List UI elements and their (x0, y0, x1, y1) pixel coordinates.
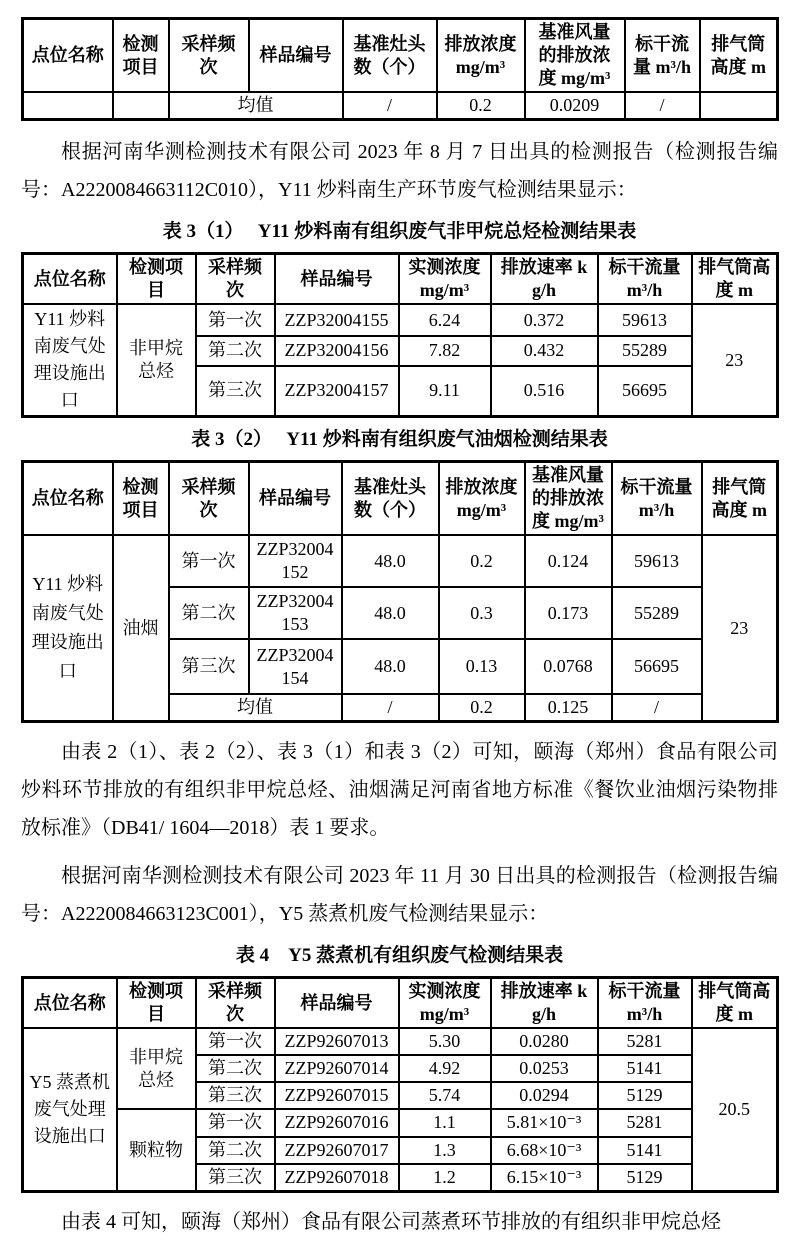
table-y5-steamer (21, 976, 779, 1192)
col-header-emission-rate: 排放速率 kg/h (491, 978, 598, 1029)
col-header-ref-airflow-conc: 基准风量的排放浓度 mg/m³ (525, 462, 612, 536)
std-flow-cell: / (612, 694, 702, 722)
frequency-cell: 第三次 (196, 1164, 275, 1192)
table-header-row (23, 254, 778, 305)
table-row (23, 1028, 778, 1055)
emission-rate-cell: 0.372 (491, 304, 598, 336)
table-row-mean (23, 92, 778, 120)
col-header-stack-height: 排气筒高度 m (692, 254, 778, 305)
measured-conc-cell: 7.82 (399, 336, 491, 366)
paragraph-conclusion-y5: 由表 4 可知，颐海（郑州）食品有限公司蒸煮环节排放的有组织非甲烷总烃 (61, 1210, 721, 1233)
paragraph-report-aug: 根据河南华测检测技术有限公司 2023 年 8 月 7 日出具的检测报告（检测报告编号：A2220084663112C010），Y11 炒料南生产环节废气检测结果显示： (21, 141, 778, 202)
ref-conc-cell: 0.173 (525, 587, 612, 639)
ref-conc-cell: 0.0768 (525, 639, 612, 694)
table-y11-nmhc (21, 252, 779, 418)
std-flow-cell: 5129 (598, 1082, 692, 1109)
emission-conc-cell: 0.2 (437, 92, 525, 120)
table-header-row (23, 19, 778, 93)
std-flow-cell: 5129 (598, 1164, 692, 1192)
burner-count-cell: 48.0 (342, 639, 439, 694)
measured-conc-cell: 6.24 (399, 304, 491, 336)
mean-label-cell: 均值 (169, 92, 343, 120)
site-cell: Y5 蒸煮机废气处理设施出口 (23, 1028, 117, 1191)
emission-conc-cell: 0.3 (439, 587, 525, 639)
frequency-cell: 第三次 (196, 366, 275, 417)
sample-id-cell: ZZP32004155 (275, 304, 399, 336)
sample-id-cell: ZZP92607015 (275, 1082, 399, 1109)
col-header-burner-count: 基准灶头数（个） (343, 19, 437, 93)
site-cell: Y11 炒料南废气处理设施出口 (23, 304, 117, 417)
ref-conc-cell: 0.125 (525, 694, 612, 722)
col-header-item: 检测项目 (117, 978, 196, 1029)
frequency-cell: 第一次 (196, 304, 275, 336)
col-header-sample-id: 样品编号 (275, 254, 399, 305)
std-flow-cell: 56695 (598, 366, 692, 417)
col-header-frequency: 采样频次 (196, 978, 275, 1029)
site-cell (23, 92, 113, 120)
col-header-site: 点位名称 (23, 462, 113, 536)
burner-count-cell: 48.0 (342, 587, 439, 639)
col-header-sample-id: 样品编号 (249, 462, 342, 536)
item-cell (113, 92, 169, 120)
stack-height-cell: 20.5 (692, 1028, 778, 1191)
stack-height-cell (700, 92, 778, 120)
measured-conc-cell: 1.2 (399, 1164, 491, 1192)
col-header-emission-conc: 排放浓度 mg/m³ (437, 19, 525, 93)
measured-conc-cell: 9.11 (399, 366, 491, 417)
table31-title: 表 3（1） Y11 炒料南有组织废气非甲烷总烃检测结果表 (162, 221, 637, 243)
std-flow-cell: 55289 (612, 587, 702, 639)
measured-conc-cell: 1.3 (399, 1137, 491, 1164)
ref-conc-cell: 0.124 (525, 535, 612, 587)
paragraph-conclusion-y11: 由表 2（1）、表 2（2）、表 3（1）和表 3（2）可知，颐海（郑州）食品有限公司炒料环节排放的有组织非甲烷总烃、油烟满足河南省地方标准《餐饮业油烟污染物排放标准》（DB41/ 1604—2018）表 1 要求。 (21, 741, 778, 840)
sample-id-cell: ZZP92607018 (275, 1164, 399, 1192)
item-cell: 颗粒物 (117, 1109, 196, 1191)
table-row (23, 304, 778, 336)
sample-id-cell: ZZP92607013 (275, 1028, 399, 1055)
col-header-sample-id: 样品编号 (275, 978, 399, 1029)
emission-conc-cell: 0.13 (439, 639, 525, 694)
table32-title: 表 3（2） Y11 炒料南有组织废气油烟检测结果表 (191, 429, 608, 451)
col-header-measured-conc: 实测浓度 mg/m³ (399, 254, 491, 305)
col-header-frequency: 采样频次 (196, 254, 275, 305)
col-header-emission-rate: 排放速率 kg/h (491, 254, 598, 305)
col-header-burner-count: 基准灶头数（个） (342, 462, 439, 536)
item-cell: 油烟 (113, 535, 169, 722)
emission-rate-cell: 6.68×10⁻³ (491, 1137, 598, 1164)
sample-id-cell: ZZP32004153 (249, 587, 342, 639)
emission-rate-cell: 0.0253 (491, 1055, 598, 1082)
emission-conc-cell: 0.2 (439, 694, 525, 722)
std-flow-cell: 5281 (598, 1109, 692, 1136)
stack-height-cell: 23 (692, 304, 778, 417)
frequency-cell: 第二次 (196, 336, 275, 366)
emission-rate-cell: 0.0294 (491, 1082, 598, 1109)
table-header-row (23, 978, 778, 1029)
col-header-stack-height: 排气筒高度 m (700, 19, 778, 93)
sample-id-cell: ZZP32004152 (249, 535, 342, 587)
table-row (23, 1109, 778, 1136)
table-header-row (23, 462, 778, 536)
col-header-ref-airflow-conc: 基准风量的排放浓度 mg/m³ (525, 19, 625, 93)
frequency-cell: 第一次 (196, 1109, 275, 1136)
sample-id-cell: ZZP92607014 (275, 1055, 399, 1082)
col-header-site: 点位名称 (23, 254, 117, 305)
col-header-frequency: 采样频次 (169, 462, 249, 536)
col-header-measured-conc: 实测浓度 mg/m³ (399, 978, 491, 1029)
sample-id-cell: ZZP32004156 (275, 336, 399, 366)
burner-count-cell: 48.0 (342, 535, 439, 587)
col-header-site: 点位名称 (23, 978, 117, 1029)
col-header-std-flow: 标干流量 m³/h (612, 462, 702, 536)
std-flow-cell: 5141 (598, 1137, 692, 1164)
col-header-std-flow: 标干流量 m³/h (598, 254, 692, 305)
frequency-cell: 第二次 (169, 587, 249, 639)
col-header-stack-height: 排气筒高度 m (692, 978, 778, 1029)
table-y11-oil-fume (21, 460, 779, 723)
frequency-cell: 第一次 (169, 535, 249, 587)
emission-conc-cell: 0.2 (439, 535, 525, 587)
measured-conc-cell: 1.1 (399, 1109, 491, 1136)
frequency-cell: 第二次 (196, 1137, 275, 1164)
measured-conc-cell: 4.92 (399, 1055, 491, 1082)
table4-title: 表 4 Y5 蒸煮机有组织废气检测结果表 (235, 945, 564, 967)
emission-rate-cell: 5.81×10⁻³ (491, 1109, 598, 1136)
sample-id-cell: ZZP32004154 (249, 639, 342, 694)
sample-id-cell: ZZP32004157 (275, 366, 399, 417)
sample-id-cell: ZZP92607016 (275, 1109, 399, 1136)
std-flow-cell: 56695 (612, 639, 702, 694)
paragraph-report-nov: 根据河南华测检测技术有限公司 2023 年 11 月 30 日出具的检测报告（检测报告编号：A2220084663123C001），Y5 蒸煮机废气检测结果显示： (21, 865, 778, 926)
mean-label-cell: 均值 (169, 694, 342, 722)
emission-rate-cell: 0.0280 (491, 1028, 598, 1055)
emission-rate-cell: 0.516 (491, 366, 598, 417)
burner-count-cell: / (342, 694, 439, 722)
col-header-std-flow: 标干流量 m³/h (598, 978, 692, 1029)
item-cell: 非甲烷总烃 (117, 1028, 196, 1109)
frequency-cell: 第一次 (196, 1028, 275, 1055)
col-header-item: 检测项目 (113, 19, 169, 93)
std-flow-cell: 5141 (598, 1055, 692, 1082)
emission-rate-cell: 0.432 (491, 336, 598, 366)
emission-rate-cell: 6.15×10⁻³ (491, 1164, 598, 1192)
std-flow-cell: 55289 (598, 336, 692, 366)
col-header-std-flow: 标干流量 m³/h (625, 19, 700, 93)
stack-height-cell: 23 (702, 535, 778, 722)
frequency-cell: 第三次 (196, 1082, 275, 1109)
std-flow-cell: 59613 (612, 535, 702, 587)
std-flow-cell: 5281 (598, 1028, 692, 1055)
measured-conc-cell: 5.74 (399, 1082, 491, 1109)
std-flow-cell: / (625, 92, 700, 120)
sample-id-cell: ZZP92607017 (275, 1137, 399, 1164)
site-cell: Y11 炒料南废气处理设施出口 (23, 535, 113, 722)
burner-count-cell: / (343, 92, 437, 120)
col-header-item: 检测项目 (117, 254, 196, 305)
ref-conc-cell: 0.0209 (525, 92, 625, 120)
table-mean-partial (21, 17, 779, 121)
col-header-stack-height: 排气筒高度 m (702, 462, 778, 536)
frequency-cell: 第三次 (169, 639, 249, 694)
item-cell: 非甲烷总烃 (117, 304, 196, 417)
std-flow-cell: 59613 (598, 304, 692, 336)
col-header-emission-conc: 排放浓度 mg/m³ (439, 462, 525, 536)
col-header-frequency: 采样频次 (169, 19, 249, 93)
col-header-sample-id: 样品编号 (249, 19, 343, 93)
col-header-item: 检测项目 (113, 462, 169, 536)
col-header-site: 点位名称 (23, 19, 113, 93)
table-row (23, 535, 778, 587)
measured-conc-cell: 5.30 (399, 1028, 491, 1055)
frequency-cell: 第二次 (196, 1055, 275, 1082)
